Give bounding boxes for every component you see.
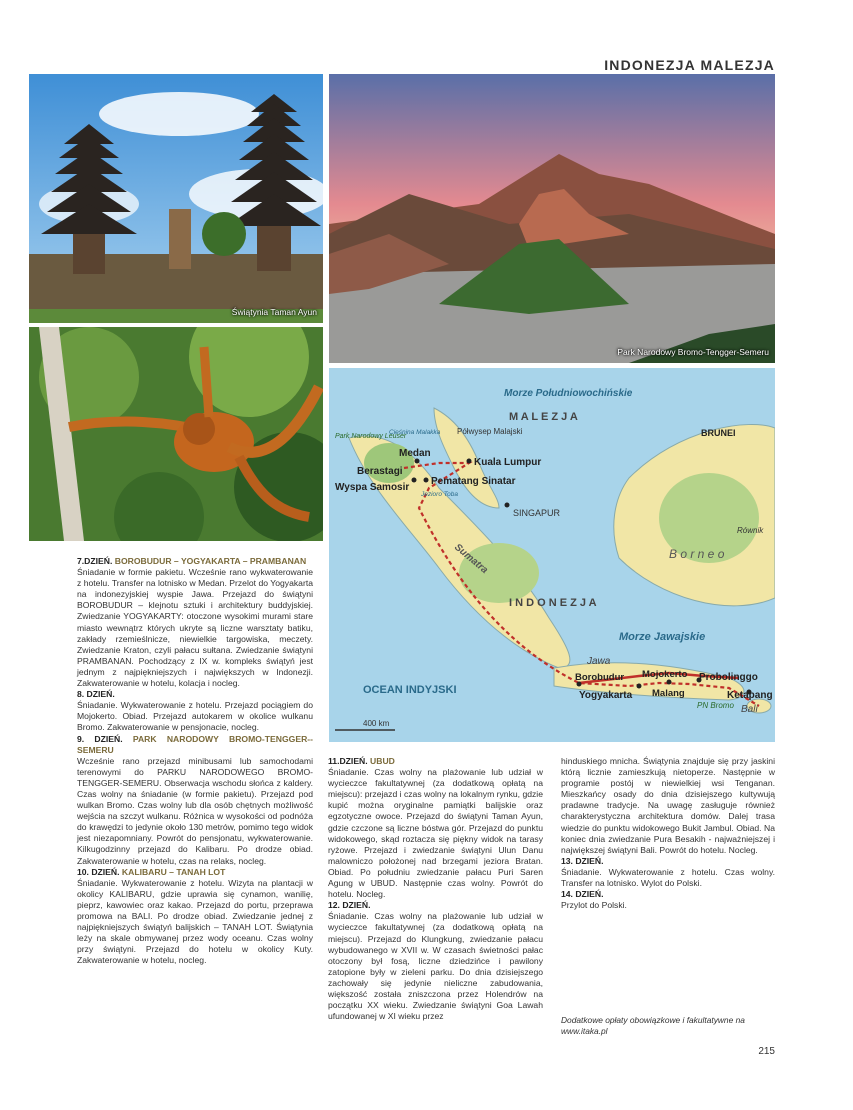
day-12-text: Śniadanie. Czas wolny na plażowanie lub udział w wycieczce fakultatywnej (za dodatkową opłatą na miejscu). Przejazd do Klungkung, zwiedzanie pałacu wybudowanego w XVII w. W czasach świetności pałac otoczony był fosą, liczne dziedzińce i pawilony zatopione były w zieleni parku. Do dnia dzisiejszego zachowały się jedynie nieliczne zabudowania, większość została zniszczona przez Holendrów na początku XX wieku. Zwiedzanie świątyni Goa Lawah ufundowanej w XI wieku przez bbox=[328, 911, 543, 1022]
day-11-text: Śniadanie. Czas wolny na plażowanie lub udział w wycieczce fakultatywnej (za dodatkową opłatą na miejscu): przejazd i czas wolny na lokalnym rynku, gdzie kupić można oryginalne pamiątki balijskie oraz egzotyczne owoce. Przejazd do świątyni Taman Ayun, gdzie czczone są liczne bóstwa gór. Przejazd do punktu widokowego, skąd roztacza się piękny widok na tarasy ryżowe. Przejazd i zwiedzanie świątyni Ulun Danu malowniczo położonej nad brzegami jeziora Bratan. Obiad. Po południu zwiedzanie pałacu Puri Saren Agung w UBUD. Następnie czas wolny. Powrót do hotelu. Nocleg. bbox=[328, 767, 543, 900]
day-12-heading: 12. DZIEŃ. bbox=[328, 900, 371, 911]
map-label-pn-bromo: PN Bromo bbox=[697, 701, 734, 710]
map-label-jawa: Jawa bbox=[587, 656, 611, 667]
day-14-heading: 14. DZIEŃ. bbox=[561, 889, 604, 900]
page-header: INDONEZJA MALEZJA bbox=[604, 57, 775, 73]
day-7-text: Śniadanie w formie pakietu. Wcześnie rano wykwaterowanie z hotelu. Transfer na lotnisko w Medan. Przelot do Yogyakarta na indonezyjskiej wyspie Jawa. Przejazd do świątyni BOROBUDUR – klejnotu sztuki i architektury buddyjskiej. Zwiedzanie YOGYAKARTY: otoczone wysokimi murami stare miasto wewnątrz których ukryte są liczne warsztaty batiku, zakłady rzemieślnicze, niewielkie targowiska, meczety. Zwiedzanie Kraton, czyli pałacu sułtana. Zwiedzanie świątyni PRAMBANAN. Pochodzący z IX w. kompleks świątyń jest jednym z najpiękniejszych i największych w Indonezji. Zakwaterowanie w hotelu, kolacja i nocleg. bbox=[77, 567, 313, 689]
map-scale: 400 km bbox=[363, 719, 390, 728]
additional-fees-note bbox=[561, 1015, 745, 1037]
map-label-mojokerto: Mojokerto bbox=[642, 669, 688, 680]
map-label-probolinggo: Probolinggo bbox=[699, 672, 758, 683]
bromo-photo bbox=[329, 74, 775, 363]
note-line-1: Dodatkowe opłaty obowiązkowe i fakultatywne na bbox=[561, 1015, 745, 1025]
day-9-text: Wcześnie rano przejazd minibusami lub samochodami terenowymi do PARKU NARODOWEGO BROMO-TENGGER-SEMERU. Obserwacja wschodu słońca z kaldery. Czas wolny na śniadanie (w formie pakietu). Przejazd pod wulkan Bromo. Czas wolny lub dla osób chętnych możliwość wejścia na szczyt wulkanu. Różnica w wysokości od podnóża do krawędzi to jedynie około 130 metrów, pomimo tego widok jest niezapomniany. Powrót do pensjonatu, wykwaterowanie. Kilkugodzinny przejazd do Kalibaru. Po drodze obiad. Zakwaterowanie w hotelu, czas na relaks, nocleg. bbox=[77, 755, 313, 866]
map-label-leuser: Park Narodowy Leuser bbox=[335, 433, 407, 440]
column-middle bbox=[328, 756, 543, 1022]
day-7-heading: 7.DZIEŃ. BOROBUDUR – YOGYAKARTA – PRAMBANAN bbox=[77, 556, 307, 566]
map-label-polwysep: Półwysep Malajski bbox=[457, 427, 523, 436]
map-label-pematang: Pematang Sinatar bbox=[431, 476, 516, 487]
day-8-text: Śniadanie. Wykwaterowanie z hotelu. Przejazd pociągiem do Mojokerto. Obiad. Przejazd autokarem w okolice wulkanu Bromo. Zakwaterowanie w pensjonacie, nocleg. bbox=[77, 700, 313, 733]
map-label-kl: Kuala Lumpur bbox=[474, 457, 542, 468]
map-label-bali: Bali bbox=[741, 704, 758, 715]
day-12-continued-text: hinduskiego mnicha. Świątynia znajduje się przy jaskini którą licznie zamieszkują nietoperze. Następnie w programie postój w niewielkiej wsi Tenganan. Mieszkańcy osady do dnia dzisiejszego kultywują pradawne tradycje. Na uwagę zasługuje również charakterystyczna architektura domów. Dalej trasa wiedzie do punktu widokowego Bukit Jambul. Obiad. Na koniec dnia zwiedzanie Pura Besakih - najważniejszej i największej świątyni Bali. Powrót do hotelu. Nocleg. bbox=[561, 756, 775, 855]
map-label-sea: Morze Południowochińskie bbox=[504, 388, 633, 399]
day-13-text: Śniadanie. Wykwaterowanie z hotelu. Czas wolny. Transfer na lotnisko. Wylot do Polski. bbox=[561, 866, 775, 889]
temple-photo bbox=[29, 74, 323, 323]
day-10-heading: 10. DZIEŃ. KALIBARU – TANAH LOT bbox=[77, 866, 226, 877]
map-label-singapur: SINGAPUR bbox=[513, 508, 561, 518]
day-10-text: Śniadanie. Wykwaterowanie z hotelu. Wizyta na plantacji w okolicy KALIBARU, gdzie uprawia się cynamon, wanilię, pieprz, kawowiec oraz kakao. Przejazd do portu, przeprawa promowa na BALI. Po drodze obiad. Zwiedzanie jednej z najpiękniejszych świątyń balijskich – TANAH LOT. Świątynia leży na skale obmywanej przez wody oceanu. Czas wolny przy świątyni. Przejazd do hotelu w okolicy Kuty. Zakwaterowanie w hotelu, nocleg. bbox=[77, 877, 313, 966]
column-right bbox=[561, 756, 775, 911]
map-label-yogyakarta: Yogyakarta bbox=[579, 690, 633, 701]
map-label-brunei: BRUNEI bbox=[701, 428, 736, 438]
page-number: 215 bbox=[758, 1046, 775, 1057]
day-13-heading: 13. DZIEŃ. bbox=[561, 855, 604, 866]
day-11-heading: 11.DZIEŃ. UBUD bbox=[328, 756, 395, 766]
map-label-medan: Medan bbox=[399, 448, 431, 459]
column-left bbox=[77, 556, 313, 966]
orangutan-photo bbox=[29, 327, 323, 541]
itaka-link[interactable]: www.itaka.pl bbox=[561, 1026, 608, 1036]
map-label-borobudur: Borobudur bbox=[575, 672, 625, 683]
day-9-heading: 9. DZIEŃ. PARK NARODOWY BROMO-TENGGER--SEMERU bbox=[77, 733, 314, 755]
temple-caption: Świątynia Taman Ayun bbox=[231, 307, 317, 317]
route-map bbox=[329, 368, 775, 742]
map-label-jawajskie: Morze Jawajskie bbox=[619, 631, 706, 643]
bromo-caption: Park Narodowy Bromo-Tengger-Semeru bbox=[617, 347, 769, 357]
map-label-rownik: Równik bbox=[737, 526, 764, 535]
map-label-malezja: M A L E Z J A bbox=[509, 411, 578, 423]
map-label-ketapang: Ketapang bbox=[727, 690, 773, 701]
map-label-samosir: Wyspa Samosir bbox=[335, 482, 410, 493]
map-label-ciesnina: Cieśnina Malakka bbox=[389, 429, 441, 436]
map-label-ocean: OCEAN INDYJSKI bbox=[363, 684, 457, 696]
map-label-berastagi: Berastagi bbox=[357, 466, 403, 477]
map-label-toba: Jezioro Toba bbox=[421, 491, 458, 498]
map-label-borneo: B o r n e o bbox=[669, 547, 725, 561]
day-8-heading: 8. DZIEŃ. bbox=[77, 689, 115, 700]
map-label-malang: Malang bbox=[652, 688, 685, 699]
map-label-sumatra: Sumatra bbox=[452, 541, 490, 577]
day-14-text: Przylot do Polski. bbox=[561, 900, 627, 911]
map-label-indonezja: I N D O N E Z J A bbox=[509, 597, 597, 609]
